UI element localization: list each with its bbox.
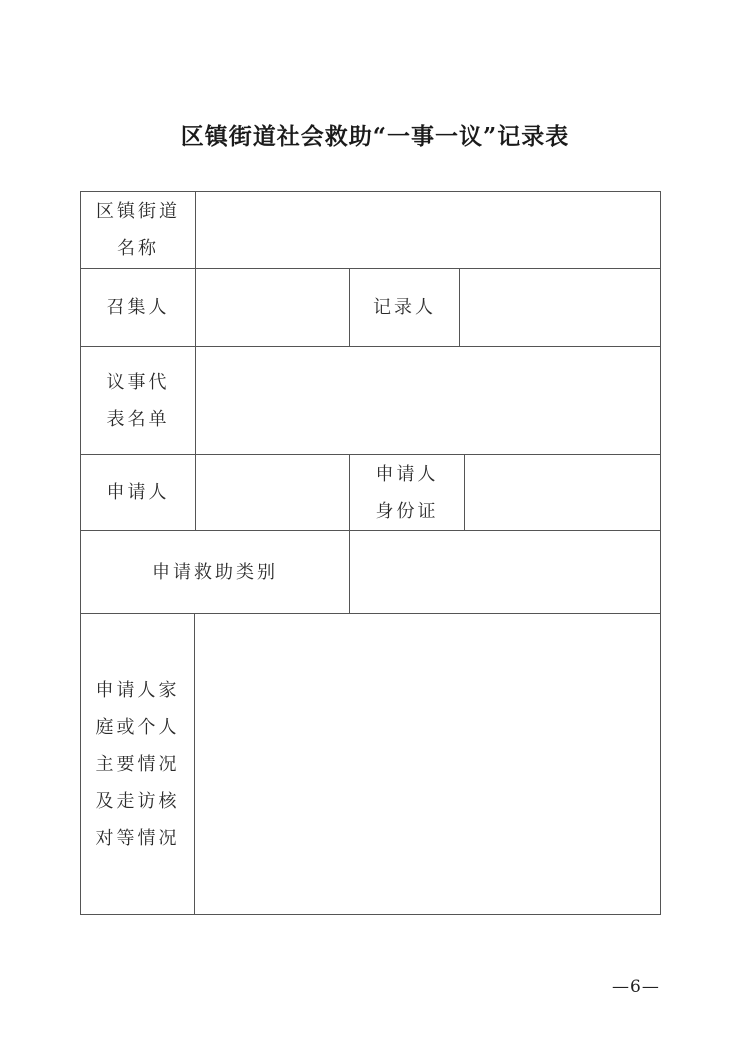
recorder-field[interactable]	[460, 269, 660, 346]
recorder-label-text: 记录人	[373, 297, 436, 318]
page-number: —6—	[612, 977, 660, 997]
record-form-table	[80, 191, 661, 915]
representatives-label-text: 议事代 表名单	[106, 371, 170, 430]
applicant-id-label-text: 申请人 身份证	[375, 463, 439, 522]
representatives-field[interactable]	[196, 347, 660, 454]
representatives-label	[81, 347, 195, 454]
situation-field[interactable]	[195, 614, 660, 914]
district-name-label	[81, 192, 195, 268]
district-name-field[interactable]	[196, 192, 660, 268]
applicant-label	[81, 455, 195, 530]
situation-label	[81, 614, 194, 914]
applicant-id-label	[350, 455, 464, 530]
convener-label	[81, 269, 195, 346]
applicant-label-text: 申请人	[106, 482, 170, 503]
applicant-field[interactable]	[196, 455, 349, 530]
convener-label-text: 召集人	[106, 297, 170, 318]
assistance-type-label	[81, 531, 349, 613]
convener-field[interactable]	[196, 269, 349, 346]
recorder-label	[350, 269, 459, 346]
district-name-label-text: 区镇街道 名称	[96, 201, 180, 259]
page-title: 区镇街道社会救助“一事一议”记录表	[180, 123, 570, 150]
applicant-id-field[interactable]	[465, 455, 660, 530]
assistance-type-label-text: 申请救助类别	[152, 561, 278, 583]
situation-label-text: 申请人家 庭或个人 主要情况 及走访核 对等情况	[95, 679, 180, 849]
assistance-type-field[interactable]	[350, 531, 660, 613]
